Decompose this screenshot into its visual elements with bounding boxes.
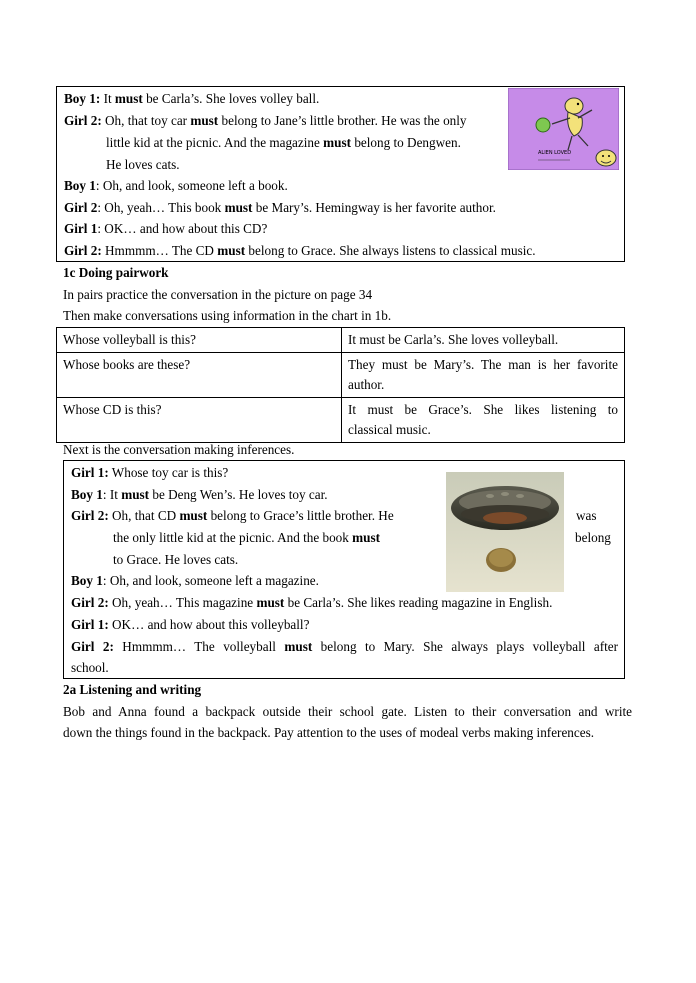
table-cell-question: Whose volleyball is this?: [57, 328, 342, 353]
ufo-photo: [446, 472, 564, 592]
cartoon-illustration: [508, 88, 619, 170]
dialogue2-line-6: Boy 1: Oh, and look, someone left a magazine.: [71, 573, 319, 588]
section-2a-heading: 2a Listening and writing: [63, 682, 202, 697]
table-cell-question: Whose books are these?: [57, 353, 342, 398]
dialogue1-line-7: Girl 1: OK… and how about this CD?: [64, 221, 268, 236]
table-row: [57, 353, 625, 398]
table-cell-answer: It must be Grace’s. She likes listening to classical music.: [342, 398, 625, 443]
speaker: Girl 2:: [71, 639, 114, 654]
section-2a-line-2: down the things found in the backpack. Pay attention to the uses of modeal verbs making inferences.: [63, 725, 595, 740]
dialogue2-line-9: Girl 2: Hmmmm… The volleyball must belong to Mary. She always plays volleyball after: [71, 639, 618, 654]
dialogue2-line-3: Girl 2: Oh, that CD must belong to Grace’s little brother. He: [71, 508, 394, 523]
dialogue1-line-2: Girl 2: Oh, that toy car must belong to Jane’s little brother. He was the only: [64, 113, 467, 128]
next-conversation-text: Next is the conversation making inferences.: [63, 442, 295, 457]
dialogue2-line-8: Girl 1: OK… and how about this volleyball?: [71, 617, 310, 632]
cartoon-caption: ALIEN LOVED: [538, 150, 572, 156]
dialogue2-line-10: school.: [71, 660, 109, 675]
dialogue1-line-8: Girl 2: Hmmmm… The CD must belong to Grace. She always listens to classical music.: [64, 243, 536, 258]
dialogue2-line-7: Girl 2: Oh, yeah… This magazine must be Carla’s. She likes reading magazine in English.: [71, 595, 553, 610]
speaker: Boy 1: [71, 573, 103, 588]
speaker: Girl 2:: [71, 508, 109, 523]
dialogue1-line-3: little kid at the picnic. And the magazine must belong to Dengwen.: [106, 135, 461, 150]
speaker: Girl 2:: [71, 595, 109, 610]
dialogue2-line-5: to Grace. He loves cats.: [113, 552, 239, 567]
dialogue1-line-6: Girl 2: Oh, yeah… This book must be Mary’s. Hemingway is her favorite author.: [64, 200, 496, 215]
speaker: Girl 1:: [71, 465, 109, 480]
dialogue1-line-1: Boy 1: It must be Carla’s. She loves volley ball.: [64, 91, 320, 106]
speaker: Boy 1: [71, 487, 103, 502]
speaker: Boy 1:: [64, 91, 101, 106]
section-2a-line-1: Bob and Anna found a backpack outside their school gate. Listen to their conversation and write: [63, 704, 632, 719]
speaker: Girl 2:: [64, 243, 102, 258]
dialogue1-line-5: Boy 1: Oh, and look, someone left a book.: [64, 178, 288, 193]
chart-table: [56, 327, 625, 443]
speaker: Girl 1:: [71, 617, 109, 632]
table-cell-answer: It must be Carla’s. She loves volleyball.: [342, 328, 625, 353]
dialogue2-line-4: the only little kid at the picnic. And the book must: [113, 530, 381, 545]
speaker: Girl 1: [64, 221, 98, 236]
table-row: [57, 328, 625, 353]
section-1c-heading: 1c Doing pairwork: [63, 265, 169, 280]
dialogue2-line-2: Boy 1: It must be Deng Wen’s. He loves toy car.: [71, 487, 328, 502]
dialogue2-line-3-end: was: [576, 508, 597, 523]
dialogue1-line-4: He loves cats.: [106, 157, 180, 172]
ufo-illustration: [446, 472, 564, 592]
table-row: [57, 398, 625, 443]
cartoon-image: [508, 88, 619, 170]
dialogue2-line-1: Girl 1: Whose toy car is this?: [71, 465, 229, 480]
speaker: Girl 2: [64, 200, 98, 215]
table-cell-answer: They must be Mary’s. The man is her favorite author.: [342, 353, 625, 398]
speaker: Boy 1: [64, 178, 96, 193]
dialogue2-line-4-end: belong: [575, 530, 611, 545]
speaker: Girl 2:: [64, 113, 102, 128]
section-1c-instruction-1: In pairs practice the conversation in the picture on page 34: [63, 287, 373, 302]
section-1c-instruction-2: Then make conversations using information in the chart in 1b.: [63, 308, 392, 323]
table-cell-question: Whose CD is this?: [57, 398, 342, 443]
